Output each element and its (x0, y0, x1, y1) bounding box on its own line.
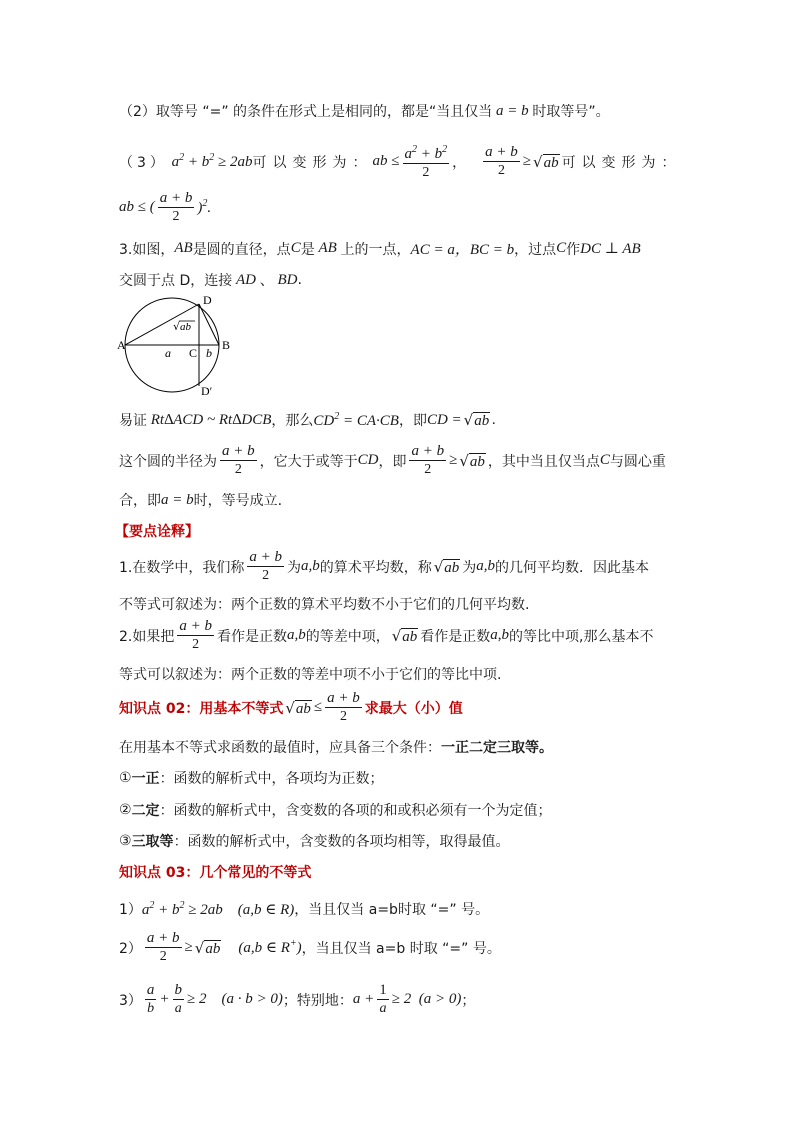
segment-bd (199, 304, 219, 345)
list-item-3: ③ 三取等 ：函数的解析式中，含变数的各项均相等，取得最值。 (119, 833, 510, 850)
list-item-1: ① 一正 ：函数的解析式中，各项均为正数； (119, 770, 384, 787)
para-means-2: 不等式可叙述为：两个正数的算术平均数不小于它们的几何平均数. (119, 597, 530, 613)
circle-figure (117, 292, 247, 404)
math-a-eq-b: a = b (492, 102, 533, 119)
formula-3: 3） $\frac{a}{b}$ + $\frac{b}{a}$ ≥ 2 (a · b > 0) ；特别地： a + $\frac{1}{a}$ ≥ 2 (a > 0) ； (119, 982, 476, 1016)
section-title-key-points: 【要点诠释】 (115, 524, 199, 540)
para-proof: 易证 Rt∆ACD ~ Rt∆DCB ，那么 $CD^2 = CA\cdot CB$ ，即 CD = √ ab . (119, 410, 496, 429)
section-title-02: 知识点 02：用基本不等式 √ ab ≤ $\frac{a + b}{2}$ 求最大（小）值 (119, 690, 463, 724)
para-figure-intro: 3.如图， AB 是圆的直径，点 C 是 AB 上的一点， AC = a，BC = b ，过点 C 作 DC ⊥ AB (119, 240, 641, 258)
sqrt-ab: √ ab (533, 152, 559, 171)
para-radius-2: 合，即 a = b 时，等号成立. (119, 491, 283, 509)
para-figure-intro-2: 交圆于点 D，连接 AD 、 BD . (119, 271, 302, 289)
para-means: 1.在数学中，我们称 $\frac{a + b}{2}$ 为 a,b 的算术平均数，称 √ ab 为 a,b 的几何平均数．因此基本 (119, 549, 650, 583)
formula-2: 2） $\frac{a + b}{2}$ ≥ √ ab (a,b ∈ R+) ，当且仅当 a=b 时取 “=” 号。 (119, 930, 501, 964)
math-ineq-basic: $a^2 + b^2 \ge 2ab$ (167, 152, 253, 170)
label-b: b (206, 346, 212, 360)
frac-apb-over-2: $\frac{a + b}{2}$ (485, 144, 518, 178)
formula-1: 1） $a^2 + b^2 \ge 2ab$ (a,b ∈ R) ，当且仅当 a=b时取 “=” 号。 (119, 899, 490, 918)
para-radius: 这个圆的半径为 $\frac{a + b}{2}$ ，它大于或等于 CD ，即 $\frac{a + b}{2}$ ≥ √ ab ，其中当且仅当点 C 与圆心重 (119, 443, 666, 477)
para-equality-condition: （2）取等号 “=” 的条件在形式上是相同的，都是“当且仅当 a = b 时取等号”。 (119, 102, 610, 120)
label-B: B (222, 338, 231, 352)
frac-a2b2-over-2: $\frac{a^2 + b^2}{2}$ (404, 144, 448, 180)
label-sqrt-ab: √ab (173, 320, 192, 333)
label-a: a (165, 346, 171, 360)
label-A: A (117, 338, 126, 352)
label-D: D (203, 293, 212, 307)
para-variation-result: ab ≤ ( $\frac{a + b}{2}$ )$^2$. (119, 190, 212, 224)
list-item-2: ② 二定 ：函数的解析式中，含变数的各项的和或积必须有一个为定值； (119, 802, 552, 819)
para-arith-geo-2: 等式可以叙述为：两个正数的等差中项不小于它们的等比中项. (119, 667, 502, 683)
label-D-prime: D′ (201, 384, 213, 398)
para-variations: （3） $a^2 + b^2 \ge 2ab$ 可以变形为： ab ≤ $\frac{a^2 + b^2}{2}$ ， $\frac{a + b}{2}$ ≥ √ ab 可以变形为： (119, 144, 682, 180)
section-title-03: 知识点 03：几个常见的不等式 (119, 865, 312, 881)
label-C: C (189, 346, 198, 360)
para-arith-geo: 2.如果把 $\frac{a + b}{2}$ 看作是正数 a,b 的等差中项， √ ab 看作是正数 a,b 的等比中项,那么基本不 (119, 618, 654, 652)
para-conditions: 在用基本不等式求函数的最值时，应具备三个条件： 一正二定三取等。 (119, 740, 553, 756)
